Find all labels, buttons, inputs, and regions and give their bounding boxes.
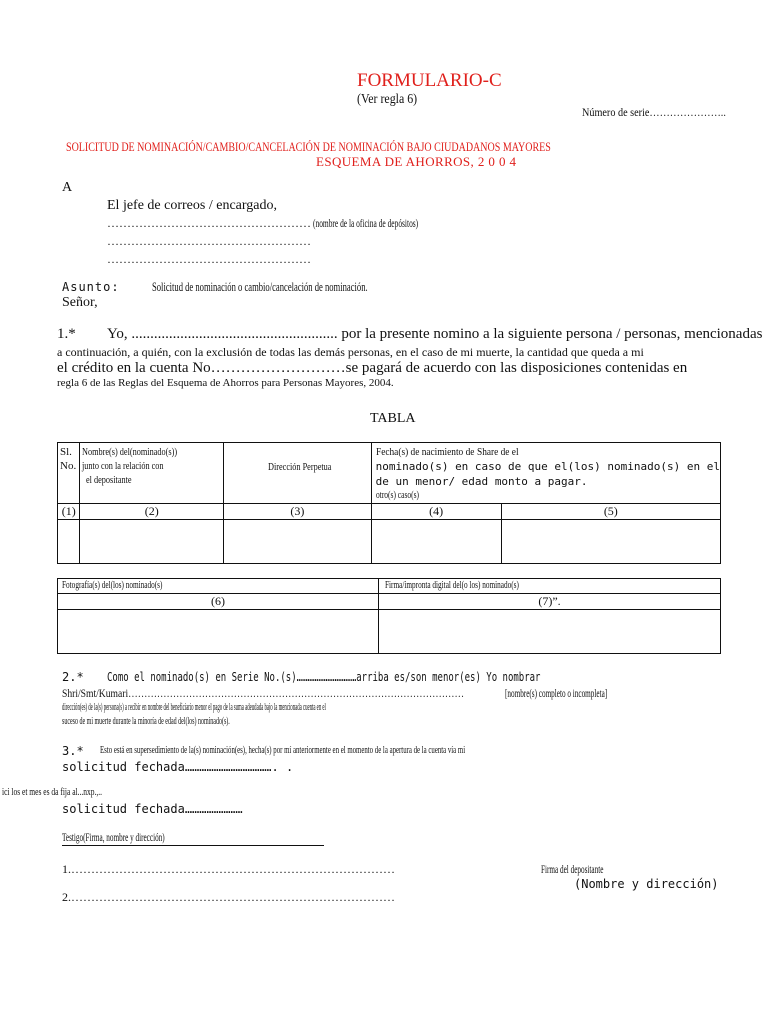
photo-table-header-row bbox=[58, 579, 721, 594]
para1-number: 1.* bbox=[57, 326, 76, 342]
col-sl-header: Sl. No. bbox=[58, 443, 80, 504]
address-line-1: …………………………………………… (nombre de la oficina de depósitos) bbox=[107, 216, 419, 230]
table-cell[interactable] bbox=[371, 520, 501, 564]
para2-name-note: [nombre(s) completo o incompleta] bbox=[505, 686, 608, 700]
witness-1-line[interactable]: 1.……………………………………………………………………… bbox=[62, 862, 395, 876]
table-num-3: (3) bbox=[224, 504, 371, 520]
witness-heading: Testigo(Firma, nombre y dirección) bbox=[62, 830, 165, 844]
table-num-6: (6) bbox=[58, 594, 379, 610]
table-num-7: (7)”. bbox=[379, 594, 721, 610]
table-cell[interactable] bbox=[224, 520, 371, 564]
table-num-5: (5) bbox=[501, 504, 720, 520]
para2-number: 2.* bbox=[62, 670, 84, 684]
col-date-share-header: Fecha(s) de nacimiento de Share de el nominado(s) en caso de que el(los) nominado(s) en el de un menor/ edad monto a pagar. otro(s) caso(s) bbox=[371, 443, 720, 504]
depositor-name-label: (Nombre y dirección) bbox=[574, 877, 719, 891]
para2-line1: Como el nominado(s) en Serie No.(s)……………………………arriba es/son menor(es) Yo nombrar bbox=[107, 670, 541, 684]
col-share-header: Share de el bbox=[477, 446, 519, 458]
witness-heading-underline bbox=[62, 845, 324, 846]
table-cell[interactable] bbox=[501, 520, 720, 564]
table-number-row bbox=[58, 504, 721, 520]
address-line-2: …………………………………………… bbox=[107, 234, 311, 248]
margin-note: ici los et mes es da fija al...nxp.,.. bbox=[2, 787, 102, 798]
para3-line3: solicitud fechada…………………… bbox=[62, 802, 243, 816]
photo-header: Fotografía(s) del(los) nominado(s) bbox=[58, 579, 379, 594]
col-address-header: Dirección Perpetua bbox=[224, 443, 371, 504]
table-entry-row bbox=[58, 520, 721, 564]
para3-line1: Esto está en supersedimiento de la(s) nominación(es), hecha(s) por mí anteriormente en el momento de la apertura de la cuenta vía mi bbox=[100, 744, 466, 756]
nominee-table bbox=[57, 442, 721, 564]
para2-line2: Shri/Smt/Kumari…………………………………………………………………………………………… bbox=[62, 686, 465, 700]
witness-2-line[interactable]: 2.……………………………………………………………………… bbox=[62, 890, 395, 904]
table-cell[interactable] bbox=[80, 520, 224, 564]
subject-text: Solicitud de nominación o cambio/cancelación de nominación. bbox=[152, 279, 368, 294]
para3-line2: solicitud fechada………………………………. . bbox=[62, 760, 294, 774]
serial-number-label: Número de serie………………….. bbox=[582, 105, 726, 119]
form-title: FORMULARIO-C bbox=[357, 70, 502, 91]
form-heading: SOLICITUD DE NOMINACIÓN/CAMBIO/CANCELACIÓN DE NOMINACIÓN BAJO CIUDADANOS MAYORES bbox=[66, 139, 551, 154]
address-recipient: El jefe de correos / encargado, bbox=[107, 198, 277, 213]
photo-table-entry-row bbox=[58, 610, 721, 654]
photo-table-number-row bbox=[58, 594, 721, 610]
col-name-header: Nombre(s) del(nominado(s)) junto con la relación con el depositante bbox=[80, 443, 224, 504]
signature-header: Firma/impronta digital del(o los) nominado(s) bbox=[379, 579, 721, 594]
form-heading-scheme: ESQUEMA DE AHORROS, 2 0 0 4 bbox=[316, 154, 517, 169]
subject-label: Asunto: bbox=[62, 280, 120, 294]
photo-box[interactable] bbox=[58, 610, 379, 654]
para1-line4: regla 6 de las Reglas del Esquema de Ahorros para Personas Mayores, 2004. bbox=[57, 377, 394, 389]
para2-line3: dirección(es) de la(s) persona(s) a recibir en nombre del beneficiario menor el pago de la suma adeudada bajo la mencionada cuenta en el bbox=[62, 702, 326, 713]
table-num-2: (2) bbox=[80, 504, 224, 520]
table-num-1: (1) bbox=[58, 504, 80, 520]
salutation: Señor, bbox=[62, 295, 98, 310]
address-to: A bbox=[62, 180, 73, 195]
para1-line1: Yo, ....................................................... por la presente nomino a la siguiente persona / personas, mencionadas bbox=[107, 326, 763, 342]
photo-signature-table bbox=[57, 578, 721, 654]
signature-box[interactable] bbox=[379, 610, 721, 654]
para1-line3: el crédito en la cuenta No………………………se pagará de acuerdo con las disposiciones contenidas en bbox=[57, 360, 688, 376]
para2-line4: suceso de mi muerte durante la minoría de edad del(los) nominado(s). bbox=[62, 716, 230, 727]
para3-number: 3.* bbox=[62, 744, 84, 758]
form-subtitle: (Ver regla 6) bbox=[357, 92, 418, 107]
table-cell[interactable] bbox=[58, 520, 80, 564]
depositor-signature-label: Firma del depositante bbox=[541, 862, 604, 876]
table-title: TABLA bbox=[370, 411, 416, 426]
table-header-row bbox=[58, 443, 721, 504]
address-line-3: …………………………………………… bbox=[107, 252, 311, 266]
para1-line2: a continuación, a quién, con la exclusión de todas las demás personas, en el caso de mi muerte, la cantidad que queda a mi bbox=[57, 345, 644, 359]
table-num-4: (4) bbox=[371, 504, 501, 520]
